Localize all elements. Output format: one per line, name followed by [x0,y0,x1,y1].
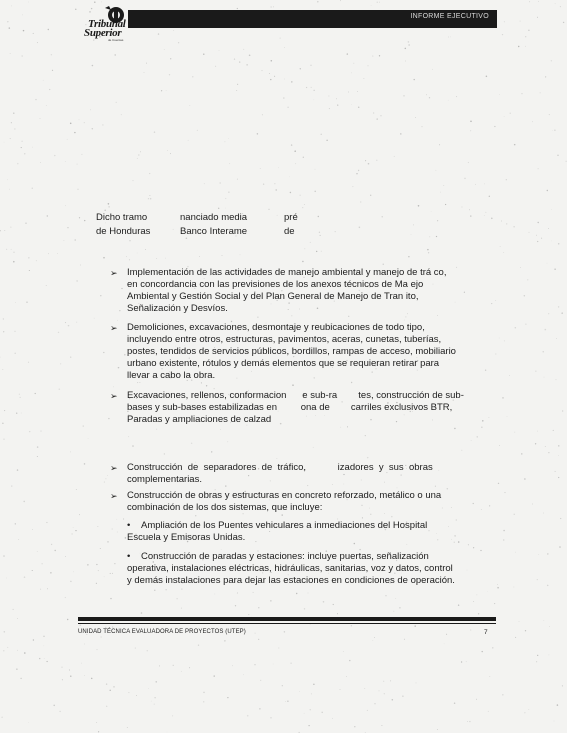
header-bar [128,10,497,28]
intro-r2-c2: Banco Interame [180,226,248,237]
bullet-item [110,490,498,514]
bullet-line: Construcción de separadores de tráfico, izadores y sus obras [127,462,433,473]
bullet-line: Paradas y ampliaciones de calzad [127,414,272,425]
sub-bullet-line: y demás instalaciones para dejar las estaciones en condiciones de operación. [127,575,455,586]
bullet-line: postes, tendidos de servicios públicos, bordillos, rampas de acceso, mobiliario [127,346,456,357]
bullet-item [110,322,498,382]
sub-bullet-line: Construcción de paradas y estaciones: incluye puertas, señalización [141,551,429,562]
intro-text [96,211,336,241]
logo-text-cuentas: de Cuentas [108,38,124,42]
bullet-line: urbano existente, rótulos y demás elementos que se requieran retirar para [127,358,440,369]
dot-bullet-icon: • [127,520,131,531]
intro-r1-c3: pré [284,212,298,223]
arrow-bullet-icon: ➢ [110,323,118,333]
sub-bullet-line: Ampliación de los Puentes vehiculares a inmediaciones del Hospital [141,520,428,531]
logo-text-superior: Superior [84,27,122,39]
sub-bullet-item [127,520,497,544]
bullet-line: Excavaciones, rellenos, conformacion e sub-ra tes, construcción de sub- [127,390,464,401]
sub-bullet-item [127,551,497,587]
header-title: INFORME EJECUTIVO [410,13,489,20]
bullet-line: Señalización y Desvíos. [127,303,228,314]
footer-rule-thick [78,617,496,621]
intro-r1-c2: nanciado media [180,212,248,223]
intro-r2-c3: de [284,226,295,237]
bullet-line: incluyendo entre otros, estructuras, pavimentos, aceras, cunetas, tuberías, [127,334,442,345]
bullet-item [110,462,498,486]
bullet-line: complementarias. [127,474,202,485]
bullet-line: bases y sub-bases estabilizadas en ona de carriles exclusivos BTR, [127,402,453,413]
logo-text-tribunal: Tribunal [88,18,126,30]
bullet-line: Construcción de obras y estructuras en concreto reforzado, metálico o una [127,490,442,501]
intro-r1-c1: Dicho tramo [96,212,148,223]
page-number: 7 [484,629,488,636]
sub-bullet-line: Escuela y Emisoras Unidas. [127,532,246,543]
arrow-bullet-icon: ➢ [110,491,118,501]
arrow-bullet-icon: ➢ [110,463,118,473]
arrow-bullet-icon: ➢ [110,268,118,278]
bullet-line: llevar a cabo la obra. [127,370,216,381]
bullet-item [110,390,498,426]
bullet-line: Demoliciones, excavaciones, desmontaje y reubicaciones de todo tipo, [127,322,425,333]
intro-r2-c1: de Honduras [96,226,151,237]
dot-bullet-icon: • [127,551,131,562]
arrow-bullet-icon: ➢ [110,391,118,401]
bullet-item [110,267,498,315]
bullet-line: Implementación de las actividades de manejo ambiental y manejo de trá co, [127,267,447,278]
logo [80,4,132,44]
bullet-line: Ambiental y Gestión Social y del Plan General de Manejo de Tran ito, [127,291,419,302]
footer-rule-thin [78,623,496,624]
sub-bullet-line: operativa, instalaciones eléctricas, hidráulicas, sanitarias, voz y datos, control [127,563,453,574]
bullet-line: combinación de los dos sistemas, que incluye: [127,502,323,513]
footer-text: UNIDAD TÉCNICA EVALUADORA DE PROYECTOS (UTEP) [78,629,246,635]
bullet-line: en concordancia con las previsiones de los anexos técnicos de Ma ejo [127,279,424,290]
